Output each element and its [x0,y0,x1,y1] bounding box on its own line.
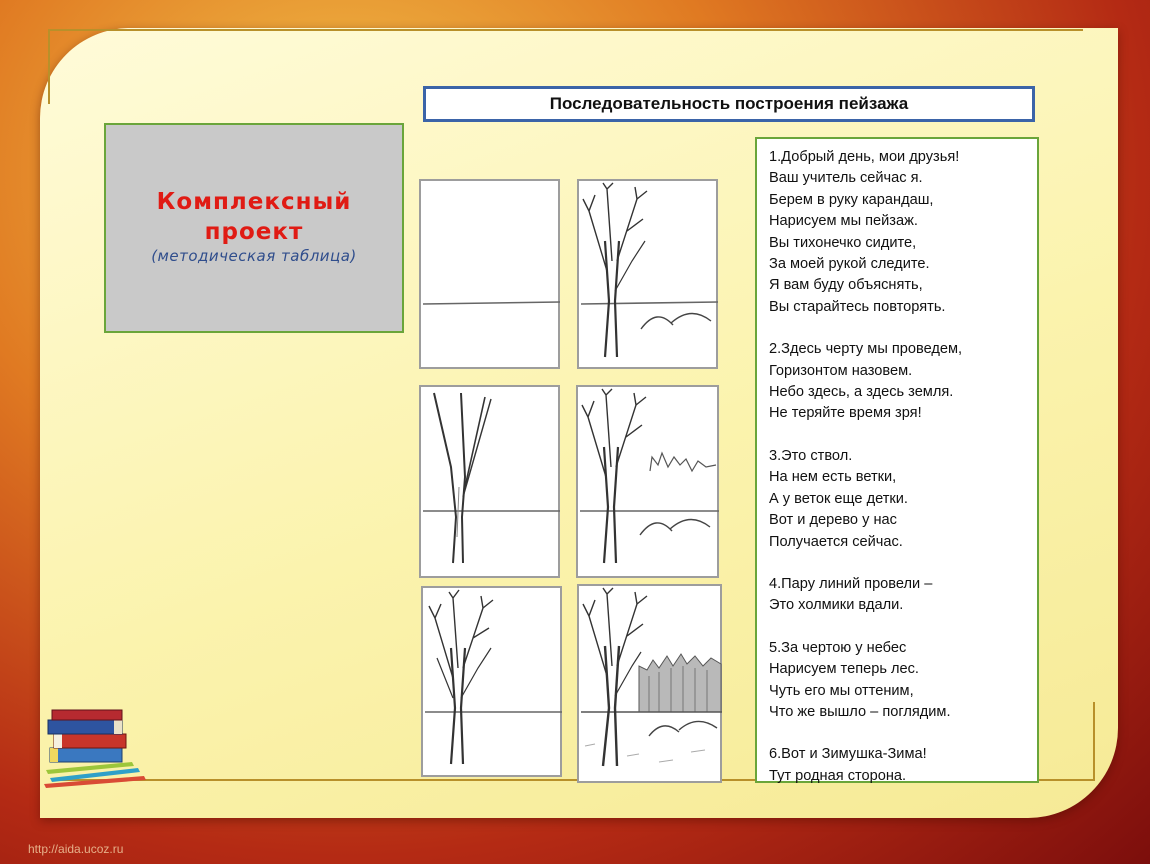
poem-line: Вы старайтесь повторять. [769,298,946,315]
poem-line: Я вам буду объяснять, [769,277,923,294]
project-title: Комплексный проект [156,189,352,245]
step-panel-1 [419,179,560,369]
poem-line: Тут родная сторона. [769,767,907,784]
poem-stanza [769,446,1037,553]
step-panel-5 [576,385,719,578]
step-panel-2 [419,385,560,578]
tree-with-branches-drawing-icon [423,588,564,779]
poem-stanza [769,744,1037,787]
gold-rule-top [48,29,1083,31]
poem-line: Вы тихонечко сидите, [769,234,917,251]
project-box [104,123,404,333]
poem-line: 3.Это ствол. [769,447,853,464]
poem-line: Вот и дерево у нас [769,512,897,529]
poem-line: 1.Добрый день, мои друзья! [769,149,960,165]
poem-line: Это холмики вдали. [769,597,904,614]
source-url: http://aida.ucoz.ru [28,842,124,856]
poem-stanza [769,638,1037,724]
finished-winter-landscape-drawing-icon [579,586,724,785]
poem-line: Нарисуем теперь лес. [769,661,919,678]
poem-line: Горизонтом назовем. [769,362,913,379]
gold-rule-left [48,29,50,104]
step-panel-6 [577,584,722,783]
poem-line: Чуть его мы оттеним, [769,682,914,699]
gold-rule-right [1093,702,1095,780]
poem-stanza [769,574,1037,617]
slide-heading: Последовательность построения пейзажа [423,86,1035,122]
poem-line: Не теряйте время зря! [769,405,922,422]
poem-line: Берем в руку карандаш, [769,191,934,208]
poem-line: Ваш учитель сейчас я. [769,170,923,187]
step-panel-3 [421,586,562,777]
poem-line: На нем есть ветки, [769,469,897,486]
poem-line: Что же вышло – поглядим. [769,703,951,720]
poem-line: 6.Вот и Зимушка-Зима! [769,746,927,763]
tree-hills-drawing-icon [579,181,720,371]
tree-trunk-drawing-icon [421,387,562,580]
poem-line: Нарисуем мы пейзаж. [769,213,918,230]
poem-line: Получается сейчас. [769,533,903,550]
poem-line: 5.За чертою у небес [769,639,907,656]
poem-line: 4.Пару линий провели – [769,575,933,592]
poem-stanza [769,147,1037,318]
poem-line: За моей рукой следите. [769,256,930,273]
project-subtitle: (методическая таблица) [151,247,357,265]
books-icon [42,708,152,802]
tree-hills-far-forest-drawing-icon [578,387,721,580]
poem-box [755,137,1039,783]
poem-line: Небо здесь, а здесь земля. [769,384,954,401]
poem-line: А у веток еще детки. [769,490,908,507]
horizon-drawing-icon [421,181,562,371]
step-panel-4 [577,179,718,369]
poem-stanza [769,339,1037,425]
poem-line: 2.Здесь черту мы проведем, [769,341,963,358]
